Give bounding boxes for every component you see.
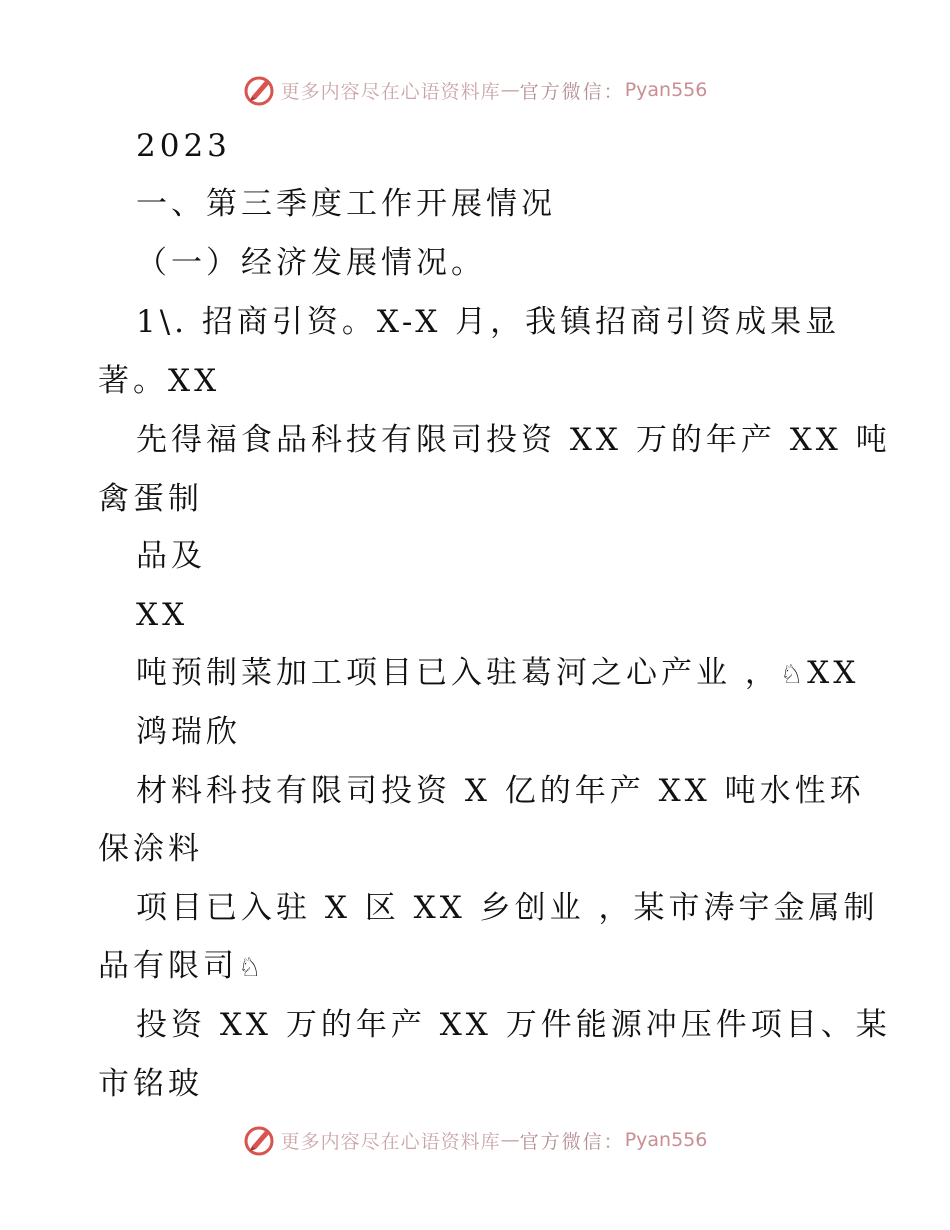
- paragraph-line: 材料科技有限司投资 X 亿的年产 XX 吨水性环: [136, 773, 865, 809]
- paragraph-line: 鸿瑞欣: [136, 714, 241, 750]
- subsection-heading: （一）经济发展情况。: [136, 245, 486, 281]
- pen-logo-icon: [243, 74, 275, 106]
- paragraph-text: 品有限司: [98, 948, 238, 984]
- paragraph-line: 品及: [136, 538, 206, 574]
- year-line: 2023: [136, 128, 231, 164]
- watermark-wechat-id: Pyan556: [624, 79, 708, 101]
- paragraph-line: 1\. 招商引资。X-X 月，我镇招商引资成果显: [136, 304, 841, 340]
- watermark-dash: —: [500, 1129, 520, 1151]
- paragraph-line: XX: [136, 597, 189, 633]
- watermark-text: 更多内容尽在心语资料库: [280, 80, 501, 103]
- watermark-text: 更多内容尽在心语资料库: [280, 1130, 501, 1153]
- paragraph-line: 保涂料: [98, 831, 203, 867]
- paragraph-line: 著。XX: [98, 363, 221, 399]
- watermark-official-label: 官方微信：: [519, 80, 625, 103]
- paragraph-text: 吨预制菜加工项目已入驻葛河之心产业 ，: [136, 655, 780, 691]
- paragraph-line: 投资 XX 万的年产 XX 万件能源冲压件项目、某: [136, 1007, 891, 1043]
- knight-symbol-icon: ♘: [779, 660, 808, 690]
- paragraph-line: [136, 655, 859, 693]
- paragraph-line: 禽蛋制: [98, 481, 203, 517]
- paragraph-line: 市铭玻: [98, 1066, 203, 1102]
- paragraph-line: 项目已入驻 X 区 XX 乡创业 ，某市涛宇金属制: [136, 890, 879, 926]
- watermark-wechat-id: Pyan556: [624, 1129, 708, 1151]
- paragraph-text: XX: [807, 655, 860, 691]
- watermark-dash: —: [500, 79, 520, 101]
- pen-logo-icon: [243, 1124, 275, 1156]
- watermark-banner-top: [0, 70, 950, 110]
- paragraph-line: 先得福食品科技有限司投资 XX 万的年产 XX 吨: [136, 422, 891, 458]
- section-heading: 一、第三季度工作开展情况: [136, 186, 556, 222]
- knight-symbol-icon: ♘: [238, 953, 266, 983]
- watermark-official-label: 官方微信：: [519, 1130, 625, 1153]
- paragraph-line: [98, 948, 265, 986]
- watermark-banner-bottom: [0, 1120, 950, 1160]
